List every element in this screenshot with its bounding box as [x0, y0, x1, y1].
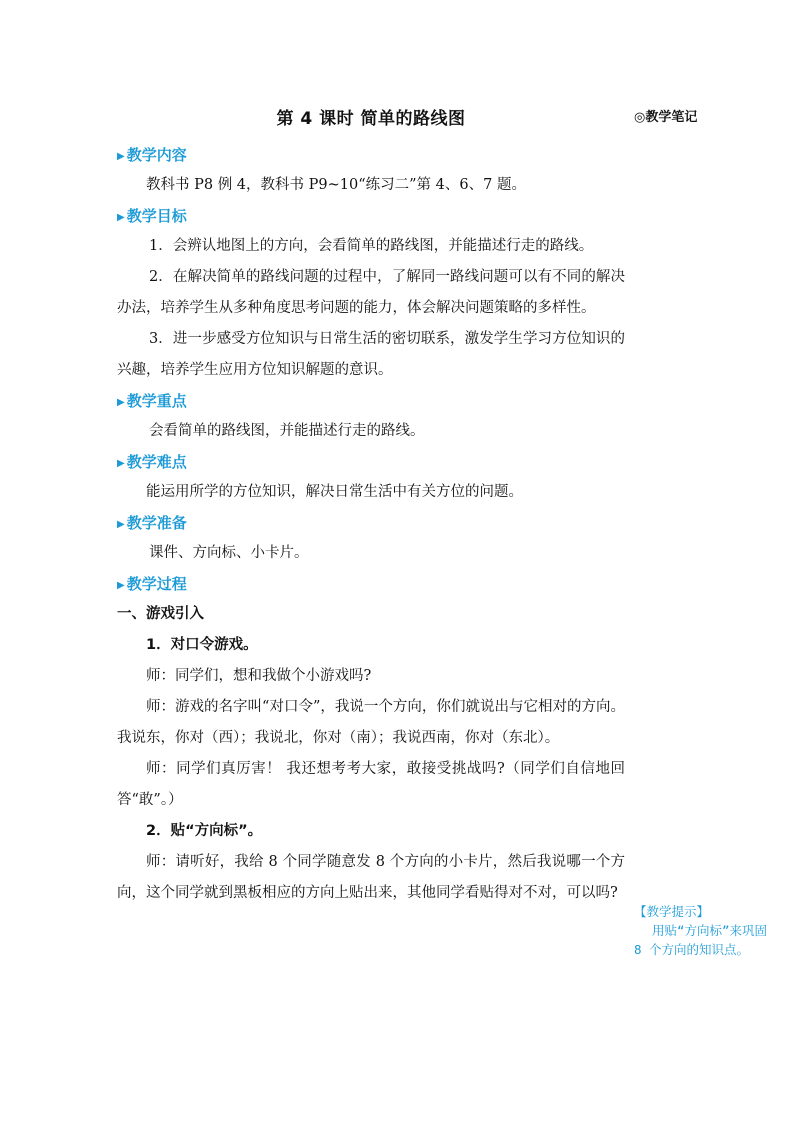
triangle-bullet-icon: ▶: [117, 580, 125, 591]
lesson-title: 第 4 课时 简单的路线图: [276, 109, 466, 129]
step1-paragraph: 师：游戏的名字叫“对口令”，我说一个方向，你们就说出与它相对的方向。 我说东，你对（西）；我说北，你对（南）；我说西南，你对（东北）。: [117, 699, 625, 746]
section-heading-goals: ▶ 教学目标: [117, 201, 625, 231]
teaching-tip-label: 【教学提示】: [634, 904, 710, 919]
triangle-bullet-icon: ▶: [117, 397, 125, 408]
teaching-notes-label: ◎教学笔记: [634, 110, 698, 125]
goal-item: 2．在解决简单的路线问题的过程中，了解同一路线问题可以有不同的解决办法，培养学生从多种角度思考问题的能力，体会解决问题策略的多样性。: [117, 269, 625, 316]
goal-item: 1．会辨认地图上的方向，会看简单的路线图，并能描述行走的路线。: [149, 238, 594, 254]
teaching-tip-box: [634, 902, 774, 959]
triangle-bullet-icon: ▶: [117, 151, 125, 162]
section-heading-preparation: ▶ 教学准备: [117, 508, 625, 538]
section-heading-content: ▶ 教学内容: [117, 140, 625, 170]
step1-paragraph: 师：同学们，想和我做个小游戏吗?: [146, 668, 372, 684]
triangle-bullet-icon: ▶: [117, 212, 125, 223]
step2-title: 2．贴“方向标”。: [146, 823, 263, 839]
process-part-title: 一、游戏引入: [117, 606, 204, 622]
section-heading-key-points: ▶ 教学重点: [117, 386, 625, 416]
content-text: 教科书 P8 例 4，教科书 P9~10“练习二”第 4、6、7 题。: [146, 177, 526, 193]
step2-paragraph: 师：请听好，我给 8 个同学随意发 8 个方向的小卡片，然后我说哪一个方向，这个同学就到黑板相应的方向上贴出来，其他同学看贴得对不对，可以吗?: [117, 854, 625, 901]
key-points-text: 会看简单的路线图，并能描述行走的路线。: [149, 423, 425, 439]
difficulties-text: 能运用所学的方位知识，解决日常生活中有关方位的问题。: [146, 484, 523, 500]
triangle-bullet-icon: ▶: [117, 519, 125, 530]
section-heading-process: ▶ 教学过程: [117, 569, 625, 599]
preparation-text: 课件、方向标、小卡片。: [149, 545, 309, 561]
triangle-bullet-icon: ▶: [117, 458, 125, 469]
step1-paragraph: 师：同学们真厉害！ 我还想考考大家，敢接受挑战吗?（同学们自信地回答“敢”。）: [117, 761, 625, 808]
section-heading-difficulties: ▶ 教学难点: [117, 447, 625, 477]
goal-item: 3．进一步感受方位知识与日常生活的密切联系，激发学生学习方位知识的兴趣，培养学生应用方位知识解题的意识。: [117, 331, 625, 378]
teaching-tip-text: 用贴“方向标”来巩固 8 个方向的知识点。: [634, 923, 768, 957]
main-content: [117, 140, 625, 909]
step1-title: 1．对口令游戏。: [146, 637, 258, 653]
